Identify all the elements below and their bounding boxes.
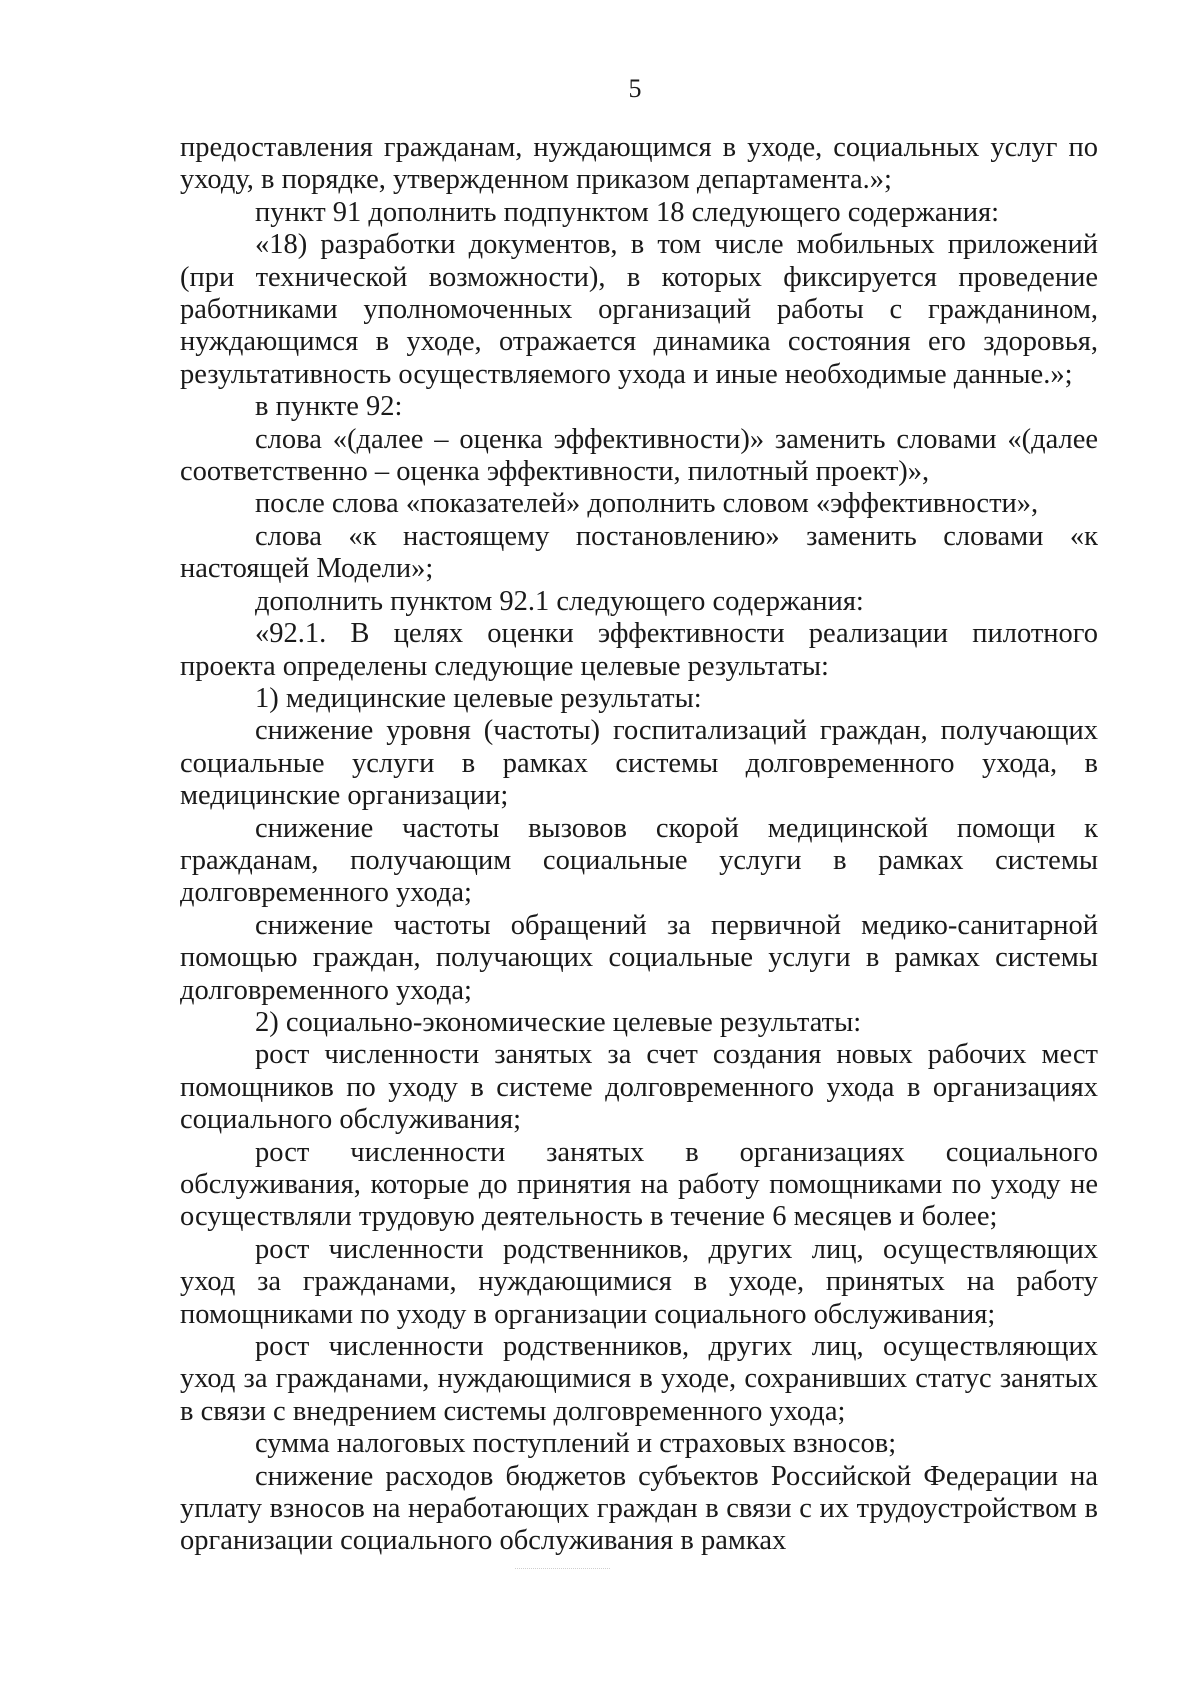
paragraph-2: пункт 91 дополнить подпунктом 18 следующего содержания: (255, 196, 1000, 228)
paragraph-9: «92.1. В целях оценки эффективности реализации пилотного проекта определены следующие целевые результаты: (180, 618, 1098, 682)
page-number: 5 (628, 74, 642, 103)
paragraph-3: «18) разработки документов, в том числе мобильных приложений (при технической возможности), в которых фиксируется проведение работниками уполномоченных организаций работы с гражданином, нуждающимся в уходе, отражается динамика состояния его здоровья, результативность осуществляемого ухода и иные необходимые данные.»; (180, 229, 1098, 390)
paragraph-20: снижение расходов бюджетов субъектов Российской Федерации на уплату взносов на неработающих граждан в связи с их трудоустройством в организации социального обслуживания в рамках (180, 1460, 1098, 1557)
paragraph-18: рост численности родственников, других лиц, осуществляющих уход за гражданами, нуждающимися в уходе, сохранивших статус занятых в связи с внедрением системы долговременного ухода; (180, 1331, 1098, 1427)
paragraph-14: 2) социально-экономические целевые результаты: (255, 1006, 862, 1038)
paragraph-12: снижение частоты вызовов скорой медицинской помощи к гражданам, получающим социальные услуги в рамках системы долговременного ухода; (180, 812, 1098, 909)
paragraph-15: рост численности занятых за счет создания новых рабочих мест помощников по уходу в системе долговременного ухода в организациях социального обслуживания; (180, 1039, 1098, 1136)
paragraph-5: слова «(далее – оценка эффективности)» заменить словами «(далее соответственно – оценка эффективности, пилотный проект)», (180, 423, 1098, 488)
paragraph-7: слова «к настоящему постановлению» заменить словами «к настоящей Модели»; (180, 520, 1098, 585)
paragraph-11: снижение уровня (частоты) госпитализаций граждан, получающих социальные услуги в рамках системы долговременного ухода, в медицинские организации; (180, 715, 1098, 812)
paragraph-10: 1) медицинские целевые результаты: (255, 682, 702, 714)
paragraph-16: рост численности занятых в организациях социального обслуживания, которые до принятия на работу помощниками по уходу не осуществляли трудовую деятельность в течение 6 месяцев и более; (180, 1136, 1098, 1233)
paragraph-8: дополнить пунктом 92.1 следующего содержания: (255, 585, 864, 617)
paragraph-13: снижение частоты обращений за первичной медико-санитарной помощью граждан, получающих социальные услуги в рамках системы долговременного ухода; (180, 909, 1098, 1006)
paragraph-4: в пункте 92: (255, 391, 403, 423)
paragraph-19: сумма налоговых поступлений и страховых взносов; (255, 1428, 897, 1460)
paragraph-17: рост численности родственников, других лиц, осуществляющих уход за гражданами, нуждающимися в уходе, принятых на работу помощниками по уходу в организации социального обслуживания; (180, 1233, 1098, 1330)
document-body (180, 132, 1098, 1558)
scan-artifact-line (515, 1568, 610, 1569)
paragraph-6: после слова «показателей» дополнить словом «эффективности», (255, 488, 1039, 520)
paragraph-1: предоставления гражданам, нуждающимся в уходе, социальных услуг по уходу, в порядке, утвержденном приказом департамента.»; (180, 132, 1098, 196)
